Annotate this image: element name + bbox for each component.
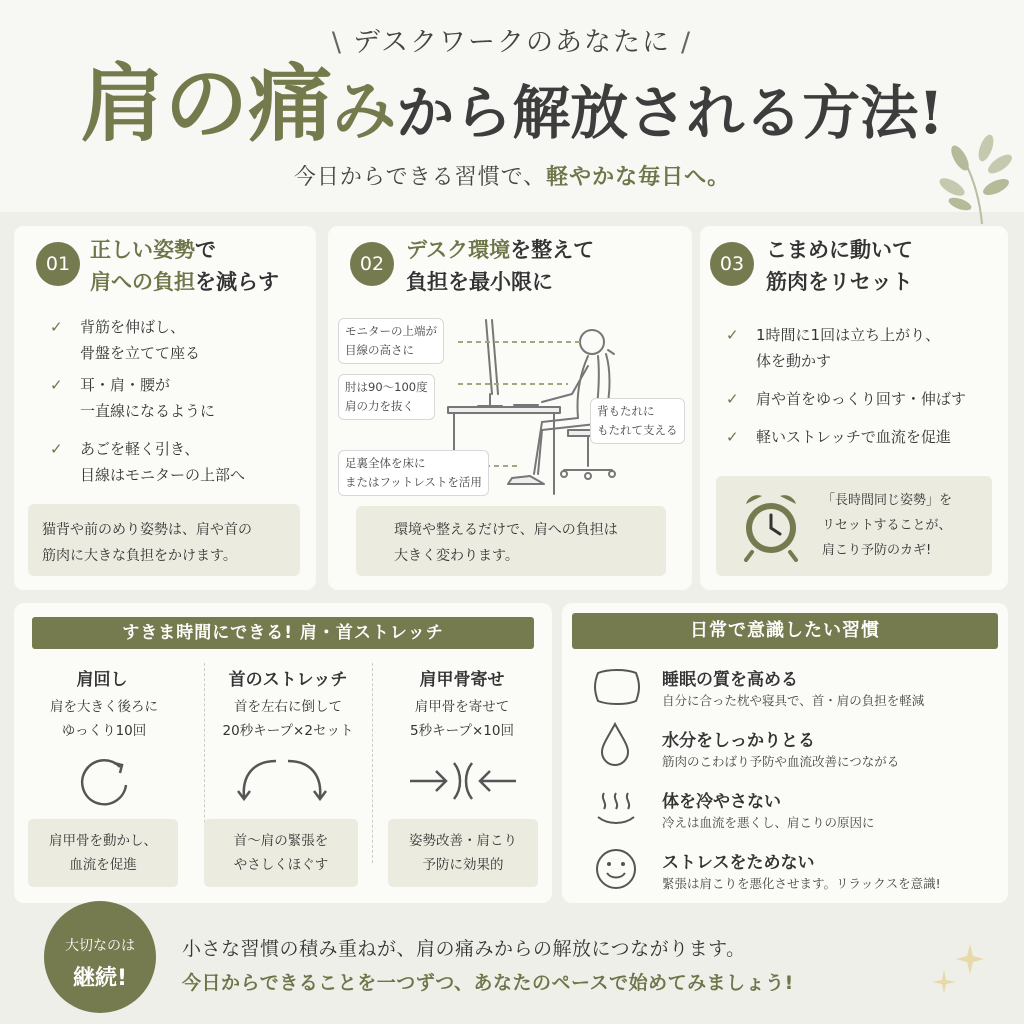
page-title bbox=[0, 54, 1024, 153]
card-desk-environment bbox=[328, 226, 692, 590]
habits-banner: 日常で意識したい習慣 bbox=[572, 613, 998, 649]
check-icon: ✓ bbox=[726, 428, 739, 446]
badge-line: 大切なのは bbox=[65, 938, 135, 954]
badge-line: 継続! bbox=[72, 966, 128, 991]
note-line: 大きく変わります。 bbox=[394, 548, 519, 564]
note-line: 環境や整えるだけで、肩への負担は bbox=[394, 522, 618, 538]
label-monitor bbox=[338, 318, 444, 364]
subtitle-text: 今日からできる習慣で、 bbox=[293, 165, 547, 190]
item-line: あごを軽く引き、 bbox=[80, 440, 200, 458]
label-line: またはフットレストを活用 bbox=[345, 475, 482, 489]
effect-line: やさしくほぐす bbox=[233, 857, 329, 873]
label-feet bbox=[338, 450, 489, 496]
habit-title: 睡眠の質を高める bbox=[662, 670, 798, 690]
stretch-title: 肩回し bbox=[76, 670, 128, 690]
card-move-often bbox=[700, 226, 1008, 590]
card-heading bbox=[766, 234, 913, 298]
desc-line: 肩甲骨を寄せて bbox=[414, 699, 510, 715]
subtitle bbox=[0, 160, 1024, 191]
label-line: 背もたれに bbox=[597, 404, 655, 418]
label-elbow bbox=[338, 374, 435, 420]
stretch-desc bbox=[372, 695, 552, 743]
card-heading bbox=[406, 234, 594, 298]
item-line: 肩や首をゆっくり回す・伸ばす bbox=[756, 390, 966, 408]
eyebrow-slash-left: \ bbox=[331, 27, 344, 58]
habit-desc: 冷えは血流を悪くし、肩こりの原因に bbox=[662, 815, 875, 830]
stretch-effect bbox=[204, 819, 358, 887]
label-backrest bbox=[590, 398, 685, 444]
card-number: 02 bbox=[350, 242, 394, 286]
neck-stretch-icon bbox=[232, 751, 332, 807]
note-line: リセットすることが、 bbox=[822, 518, 952, 533]
habit-title: 体を冷やさない bbox=[662, 792, 781, 812]
label-line: 肩の力を抜く bbox=[345, 399, 414, 413]
heading-text: で bbox=[195, 238, 216, 262]
item-line: 軽いストレッチで血流を促進 bbox=[756, 428, 951, 446]
habit-desc: 筋肉のこわばり予防や血流改善につながる bbox=[662, 754, 900, 769]
label-line: もたれて支える bbox=[597, 423, 678, 437]
check-icon: ✓ bbox=[50, 440, 63, 458]
check-icon: ✓ bbox=[50, 318, 63, 336]
eyebrow-slash-right: / bbox=[680, 27, 693, 58]
continuity-badge bbox=[44, 901, 156, 1013]
heading-text: こまめに動いて bbox=[766, 238, 913, 262]
item-line: 背筋を伸ばし、 bbox=[80, 318, 186, 336]
note-line: 筋肉に大きな負担をかけます。 bbox=[42, 548, 237, 564]
title-part-3: み bbox=[332, 74, 397, 149]
item-line: 耳・肩・腰が bbox=[80, 376, 171, 394]
sparkle-icon bbox=[926, 940, 990, 1004]
stretch-title: 首のストレッチ bbox=[228, 670, 348, 690]
card-heading bbox=[90, 234, 279, 298]
item-line: 目線はモニターの上部へ bbox=[80, 466, 246, 484]
smile-icon bbox=[594, 847, 638, 891]
heading-highlight: 正しい姿勢 bbox=[90, 238, 195, 262]
card-number: 01 bbox=[36, 242, 80, 286]
shoulder-blade-squeeze-icon bbox=[408, 759, 518, 803]
habits-card bbox=[562, 603, 1008, 903]
item-line: 骨盤を立てて座る bbox=[80, 344, 201, 362]
effect-line: 肩甲骨を動かし、 bbox=[49, 833, 157, 849]
effect-line: 予防に効果的 bbox=[422, 857, 504, 873]
desc-line: 5秒キープ×10回 bbox=[410, 723, 514, 739]
heading-text: 負担を最小限に bbox=[406, 270, 553, 294]
heading-highlight: デスク環境 bbox=[406, 238, 511, 262]
closing-line-highlight: 今日からできることを一つずつ、あなたのペースで始めてみましょう! bbox=[182, 972, 794, 994]
note-line: 猫背や前のめり姿勢は、肩や首の bbox=[42, 522, 252, 538]
heading-text: 筋肉をリセット bbox=[766, 270, 913, 294]
habit-desc: 緊張は肩こりを悪化させます。リラックスを意識! bbox=[662, 876, 941, 891]
habit-title: 水分をしっかりとる bbox=[662, 731, 815, 751]
card-note bbox=[28, 504, 300, 576]
stretch-effect bbox=[28, 819, 178, 887]
eyebrow-text: デスクワークのあなたに bbox=[353, 27, 671, 58]
title-part-2: 痛 bbox=[248, 54, 333, 153]
desc-line: ゆっくり10回 bbox=[61, 723, 147, 739]
habit-title: ストレスをためない bbox=[662, 853, 815, 873]
label-line: 目線の高さに bbox=[345, 343, 414, 357]
check-icon: ✓ bbox=[726, 326, 739, 344]
stretch-title: 肩甲骨寄せ bbox=[419, 670, 505, 690]
closing-line: 小さな習慣の積み重ねが、肩の痛みからの解放につながります。 bbox=[182, 938, 746, 960]
pillow-icon bbox=[592, 667, 642, 707]
shoulder-roll-icon bbox=[76, 753, 132, 809]
stretch-desc bbox=[198, 695, 378, 743]
note-line: 肩こり予防のカギ! bbox=[822, 543, 932, 558]
leaf-branch-icon bbox=[930, 132, 1020, 227]
title-part-1: 肩の bbox=[80, 54, 249, 153]
stretch-banner: すきま時間にできる! 肩・首ストレッチ bbox=[32, 617, 534, 649]
heading-text: を整えて bbox=[510, 238, 595, 262]
title-part-4: から解放される方法! bbox=[396, 79, 944, 147]
desc-line: 肩を大きく後ろに bbox=[50, 699, 158, 715]
desc-line: 20秒キープ×2セット bbox=[222, 723, 354, 739]
item-line: 一直線になるように bbox=[80, 402, 216, 420]
label-line: 肘は90〜100度 bbox=[345, 380, 428, 394]
habit-desc: 自分に合った枕や寝具で、首・肩の負担を軽減 bbox=[662, 693, 925, 708]
card-posture bbox=[14, 226, 316, 590]
stretch-card bbox=[14, 603, 552, 903]
label-line: 足裏全体を床に bbox=[345, 456, 426, 470]
desc-line: 首を左右に倒して bbox=[234, 699, 342, 715]
card-note bbox=[716, 476, 992, 576]
card-number: 03 bbox=[710, 242, 754, 286]
heading-text: を減らす bbox=[195, 270, 279, 294]
water-drop-icon bbox=[598, 721, 632, 767]
item-line: 1時間に1回は立ち上がり、 bbox=[756, 326, 941, 344]
check-icon: ✓ bbox=[726, 390, 739, 408]
warmth-icon bbox=[594, 789, 638, 829]
label-line: モニターの上端が bbox=[345, 324, 437, 338]
alarm-clock-icon bbox=[738, 490, 804, 562]
card-note bbox=[356, 506, 666, 576]
check-icon: ✓ bbox=[50, 376, 63, 394]
effect-line: 首〜肩の緊張を bbox=[233, 833, 329, 849]
stretch-effect bbox=[388, 819, 538, 887]
heading-highlight: 肩への負担 bbox=[90, 270, 195, 294]
effect-line: 血流を促進 bbox=[69, 857, 137, 873]
stretch-desc bbox=[14, 695, 194, 743]
effect-line: 姿勢改善・肩こり bbox=[409, 833, 517, 849]
note-line: 「長時間同じ姿勢」を bbox=[822, 493, 953, 508]
item-line: 体を動かす bbox=[756, 352, 832, 370]
subtitle-highlight: 軽やかな毎日へ。 bbox=[546, 165, 731, 190]
